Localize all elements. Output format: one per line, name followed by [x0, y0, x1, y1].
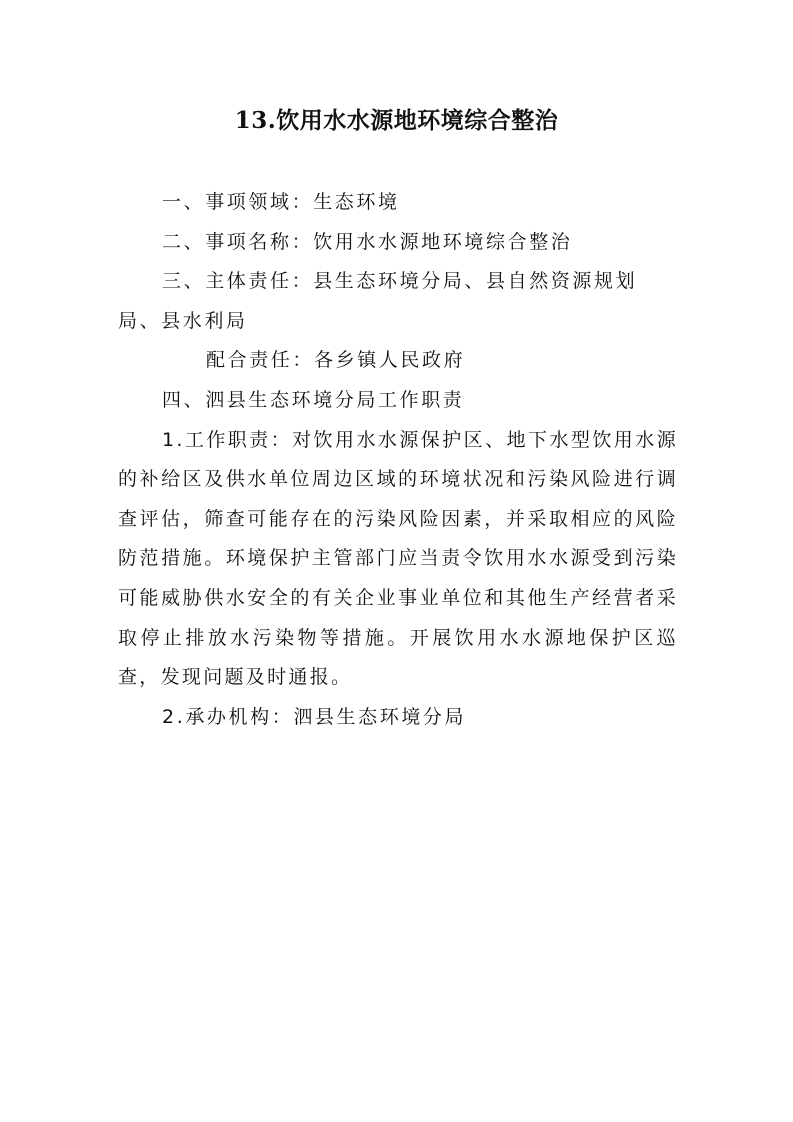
item-coop-responsibility: 配合责任：各乡镇人民政府	[206, 349, 466, 372]
item-duty: 1.工作职责：对饮用水水源保护区、地下水型饮用水源的补给区及供水单位周边区域的环境状况和污染风险进行调查评估，筛查可能存在的污染风险因素，并采取相应的风险防范措施。环境保护主管部门应当责令饮用水水源受到污染可能威胁供水安全的有关企业事业单位和其他生产经营者采取停止排放水污染物等措施。开展饮用水水源地保护区巡查，发现问题及时通报。	[118, 428, 678, 689]
item-domain: 一、事项领域：生态环境	[162, 191, 400, 213]
document-body	[118, 183, 678, 737]
item-name: 二、事项名称：饮用水水源地环境综合整治	[162, 230, 573, 253]
document-title: 13.饮用水水源地环境综合整治	[234, 107, 559, 134]
section4-heading: 四、泗县生态环境分局工作职责	[162, 388, 465, 411]
item-agency: 2.承办机构：泗县生态环境分局	[162, 705, 467, 728]
item-main-responsibility: 三、主体责任：县生态环境分局、县自然资源规划局、县水利局	[118, 270, 638, 332]
